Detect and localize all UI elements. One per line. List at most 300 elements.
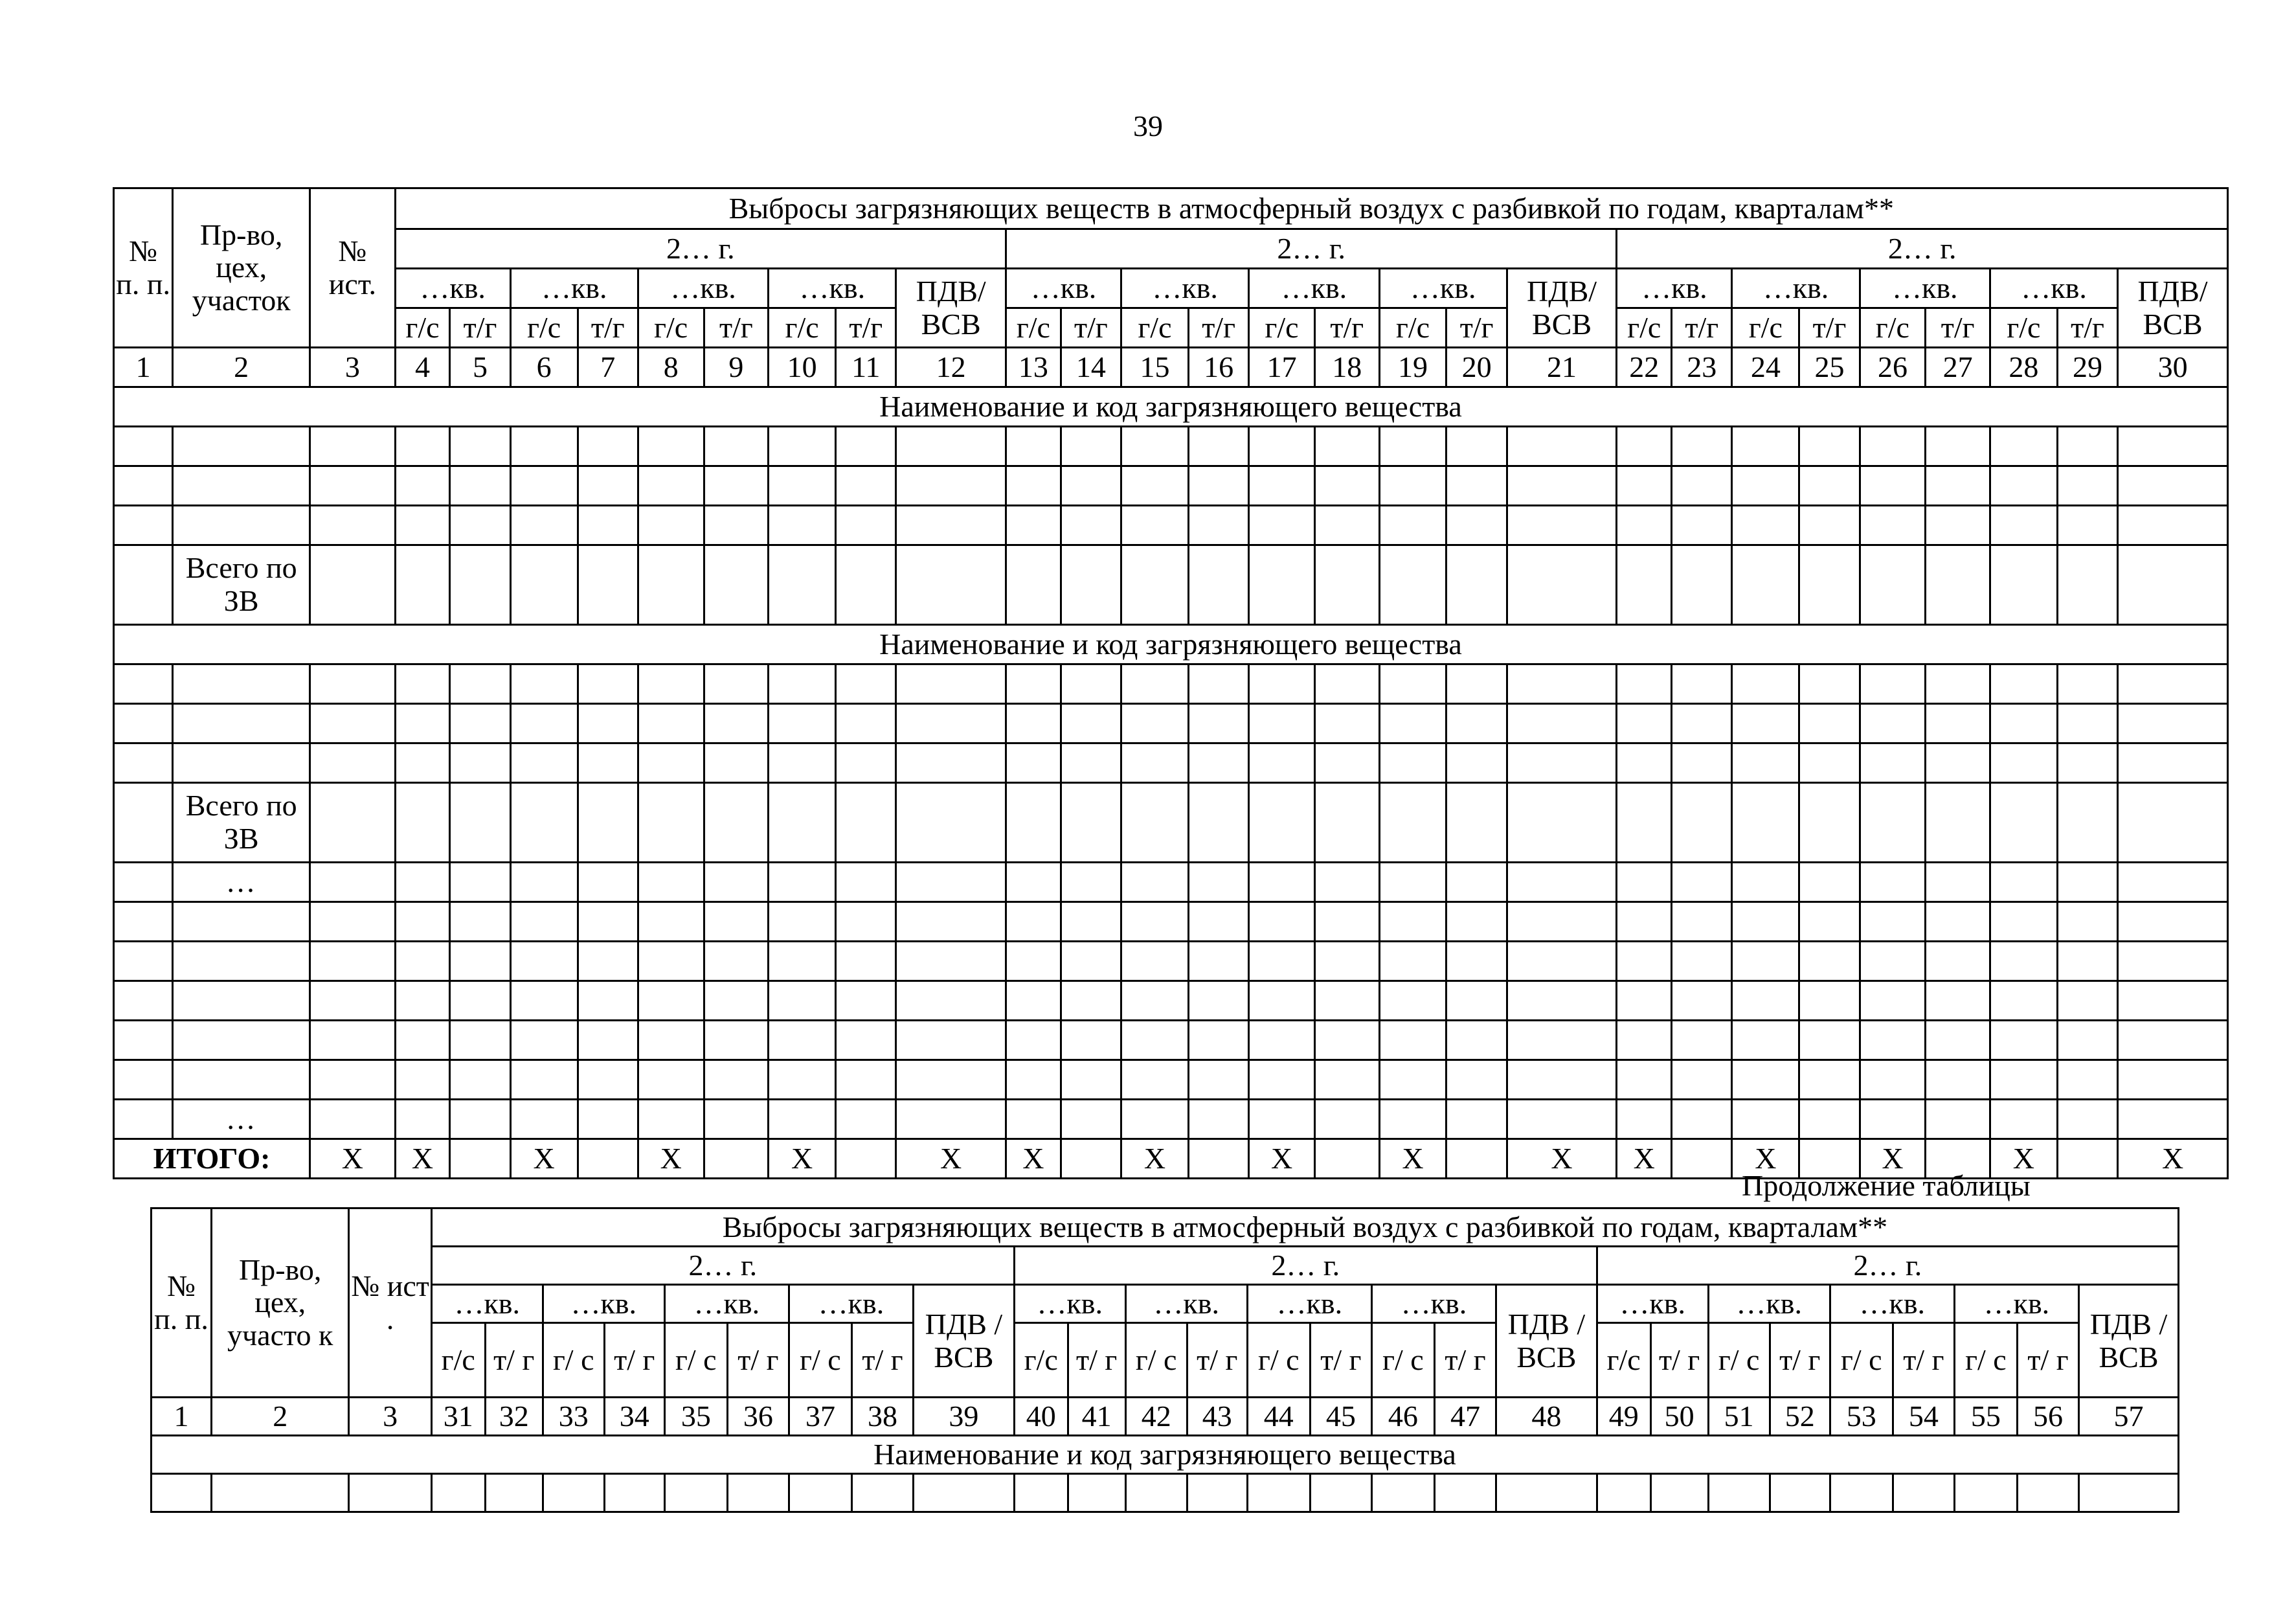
- table-cell: [1617, 427, 1672, 466]
- table-cell: [769, 783, 836, 863]
- column-number: 15: [1121, 348, 1189, 387]
- table-cell: [789, 1474, 851, 1512]
- table-cell: [578, 704, 638, 743]
- table-cell: [836, 783, 896, 863]
- table-cell: [310, 466, 395, 506]
- table-cell: [173, 902, 310, 942]
- table-cell: [114, 704, 173, 743]
- table-cell: [1926, 664, 1990, 704]
- table-cell: [310, 942, 395, 981]
- table-cell: [1799, 942, 1860, 981]
- column-number: 44: [1247, 1398, 1310, 1436]
- column-number: 10: [769, 348, 836, 387]
- table-cell: [2118, 427, 2228, 466]
- table-cell: [510, 427, 578, 466]
- table-cell: [1006, 902, 1061, 942]
- column-number: 2: [212, 1398, 349, 1436]
- table-cell: [1507, 783, 1617, 863]
- table-cell: [1061, 427, 1121, 466]
- column-number: 1: [114, 348, 173, 387]
- table-cell: [2118, 1021, 2228, 1060]
- table-cell: [578, 1021, 638, 1060]
- table-cell: [1446, 545, 1507, 625]
- substance-total-row: [114, 783, 2228, 863]
- table-cell: [1446, 942, 1507, 981]
- column-number: 52: [1770, 1398, 1830, 1436]
- table-cell: [638, 783, 704, 863]
- header-unit-gs: г/с: [1860, 308, 1926, 348]
- table-cell: [1990, 902, 2057, 942]
- table-cell: [1507, 506, 1617, 545]
- table-cell: [896, 506, 1006, 545]
- table-cell: [1187, 1474, 1247, 1512]
- table-cell: [1990, 981, 2057, 1021]
- table-cell: [896, 545, 1006, 625]
- table-cell: [510, 743, 578, 783]
- table-cell: [310, 427, 395, 466]
- table-cell: [2057, 466, 2117, 506]
- table-cell: [395, 1021, 450, 1060]
- x-mark: Х: [638, 1139, 704, 1179]
- table-cell: [1799, 427, 1860, 466]
- table-cell: [1006, 863, 1061, 902]
- column-number: 54: [1893, 1398, 1954, 1436]
- table-cell: [114, 1060, 173, 1100]
- table-cell: [485, 1474, 543, 1512]
- column-number: 9: [704, 348, 769, 387]
- table-cell: [2057, 1060, 2117, 1100]
- table-cell: [1990, 545, 2057, 625]
- column-number: 17: [1249, 348, 1315, 387]
- table-cell: [1188, 981, 1248, 1021]
- table-cell: [638, 545, 704, 625]
- table-cell: [704, 783, 769, 863]
- table-cell: [1617, 1060, 1672, 1100]
- table-cell: [578, 545, 638, 625]
- table-cell: [1893, 1474, 1954, 1512]
- table-cell: [1672, 506, 1732, 545]
- table-cell: [896, 743, 1006, 783]
- table-cell: [1068, 1474, 1125, 1512]
- table-cell: [769, 466, 836, 506]
- table-cell: [1188, 466, 1248, 506]
- table-cell: [1860, 1021, 1926, 1060]
- column-number: 27: [1926, 348, 1990, 387]
- header-unit-gs: г/с: [769, 308, 836, 348]
- header-quarter: …кв.: [510, 269, 638, 308]
- table-cell: [173, 1060, 310, 1100]
- table-cell: [1732, 902, 1799, 942]
- table-cell: [1121, 1100, 1189, 1139]
- table-cell: [896, 863, 1006, 902]
- table-cell: [2057, 704, 2117, 743]
- header-quarter: …кв.: [1014, 1285, 1125, 1323]
- table-cell: [836, 704, 896, 743]
- table-cell: [1121, 664, 1189, 704]
- table-cell: [1249, 1100, 1315, 1139]
- table-cell: [769, 545, 836, 625]
- header-unit-tg: т/ г: [1068, 1323, 1125, 1398]
- table-cell: [1672, 942, 1732, 981]
- table-cell: [510, 1100, 578, 1139]
- table-cell: [1006, 743, 1061, 783]
- table-cell: [1061, 1100, 1121, 1139]
- table-cell: [1672, 664, 1732, 704]
- x-mark: Х: [896, 1139, 1006, 1179]
- table-cell: [2118, 545, 2228, 625]
- table-cell: [638, 466, 704, 506]
- table-cell: [1061, 743, 1121, 783]
- table-cell: [638, 981, 704, 1021]
- table-cell: [1006, 704, 1061, 743]
- table-cell: [510, 783, 578, 863]
- column-number: 7: [578, 348, 638, 387]
- table-cell: [1249, 743, 1315, 783]
- table-cell: [1249, 664, 1315, 704]
- table-cell: [914, 1474, 1015, 1512]
- table-cell: [1990, 1021, 2057, 1060]
- substance-row: [152, 1436, 2179, 1474]
- header-quarter: …кв.: [1121, 269, 1249, 308]
- header-unit-gs: г/с: [638, 308, 704, 348]
- header-num: № п. п.: [152, 1208, 212, 1398]
- table-cell: [638, 427, 704, 466]
- page-number: 39: [1133, 109, 1163, 142]
- table-cell: [1379, 1100, 1446, 1139]
- table-cell: [114, 902, 173, 942]
- table-cell: [1672, 545, 1732, 625]
- column-number: 39: [914, 1398, 1015, 1436]
- table-cell: [310, 704, 395, 743]
- table-cell: [638, 942, 704, 981]
- table-cell: [543, 1474, 604, 1512]
- column-number: 42: [1125, 1398, 1187, 1436]
- table-cell: [1314, 427, 1379, 466]
- table-cell: [450, 783, 510, 863]
- header-unit-tg: т/г: [450, 308, 510, 348]
- table-cell: [1249, 506, 1315, 545]
- table-cell: [1799, 783, 1860, 863]
- header-unit-gs: г/с: [1249, 308, 1315, 348]
- column-number: 36: [727, 1398, 789, 1436]
- ellipsis-cell: …: [173, 863, 310, 902]
- table-cell: [578, 427, 638, 466]
- table-cell: [704, 1060, 769, 1100]
- header-pdv: ПДВ / ВСВ: [1496, 1285, 1597, 1398]
- table-cell: [1860, 743, 1926, 783]
- table-cell: [1379, 1060, 1446, 1100]
- table-cell: [1249, 1021, 1315, 1060]
- table-cell: [1732, 506, 1799, 545]
- table-cell: [1006, 664, 1061, 704]
- table-cell: [1249, 942, 1315, 981]
- table-cell: [1379, 743, 1446, 783]
- header-unit-tg: т/г: [2057, 308, 2117, 348]
- column-number: 46: [1371, 1398, 1434, 1436]
- table-row: [114, 1060, 2228, 1100]
- table-cell: [114, 664, 173, 704]
- table-cell: [1507, 743, 1617, 783]
- substance-label: Наименование и код загрязняющего вещества: [152, 1436, 2179, 1474]
- table-cell: [1188, 783, 1248, 863]
- table-cell: [769, 664, 836, 704]
- column-number: 3: [310, 348, 395, 387]
- header-quarter: …кв.: [1125, 1285, 1247, 1323]
- header-row-units: [152, 1323, 2179, 1398]
- table-cell: [1249, 783, 1315, 863]
- table-cell: [638, 704, 704, 743]
- table-cell: [1446, 981, 1507, 1021]
- header-unit-tg: т/ г: [2017, 1323, 2078, 1398]
- table-cell: [395, 783, 450, 863]
- header-unit-tg: т/г: [836, 308, 896, 348]
- table-cell: [638, 1060, 704, 1100]
- table-cell: [1061, 466, 1121, 506]
- table-cell: [578, 1060, 638, 1100]
- substance-total-label: Всего по ЗВ: [173, 545, 310, 625]
- table-cell: [395, 427, 450, 466]
- x-mark: Х: [310, 1139, 395, 1179]
- table-cell: [1732, 942, 1799, 981]
- header-quarter: …кв.: [769, 269, 896, 308]
- table-cell: [1617, 783, 1672, 863]
- table-cell: [769, 863, 836, 902]
- table-cell: [2118, 506, 2228, 545]
- header-unit-gs: г/с: [1617, 308, 1672, 348]
- table-cell: [1188, 1060, 1248, 1100]
- table-cell: [510, 664, 578, 704]
- table-cell: [2118, 783, 2228, 863]
- header-unit-gs: г/ с: [1708, 1323, 1770, 1398]
- x-mark: Х: [1249, 1139, 1315, 1179]
- header-quarter: …кв.: [1830, 1285, 1954, 1323]
- column-number: 40: [1014, 1398, 1068, 1436]
- substance-label: Наименование и код загрязняющего вещества: [114, 625, 2228, 664]
- x-mark: Х: [395, 1139, 450, 1179]
- table-cell: [704, 427, 769, 466]
- table-cell: [1926, 1060, 1990, 1100]
- table-cell: [1708, 1474, 1770, 1512]
- table-row: [114, 704, 2228, 743]
- column-number: 21: [1507, 348, 1617, 387]
- header-unit-tg: т/ г: [1770, 1323, 1830, 1398]
- table-cell: [1188, 902, 1248, 942]
- table-cell: [173, 1021, 310, 1060]
- table-cell: [450, 981, 510, 1021]
- table-cell: [1314, 1060, 1379, 1100]
- table-cell: [173, 427, 310, 466]
- column-number: 20: [1446, 348, 1507, 387]
- header-unit-tg: т/ г: [1310, 1323, 1371, 1398]
- table-cell: [450, 863, 510, 902]
- table-cell: [1006, 783, 1061, 863]
- table-cell: [1799, 863, 1860, 902]
- table-cell: [1121, 981, 1189, 1021]
- column-number: 37: [789, 1398, 851, 1436]
- header-unit-tg: т/г: [1926, 308, 1990, 348]
- header-quarter: …кв.: [1954, 1285, 2078, 1323]
- table-cell: [1310, 1474, 1371, 1512]
- header-quarter: …кв.: [1247, 1285, 1371, 1323]
- table-cell: [578, 942, 638, 981]
- table-cell: [1446, 1100, 1507, 1139]
- table-cell: [1379, 1021, 1446, 1060]
- table-cell: [578, 783, 638, 863]
- table-cell: [769, 1060, 836, 1100]
- table-cell: [2057, 427, 2117, 466]
- table-cell: [1799, 902, 1860, 942]
- table-row: [114, 427, 2228, 466]
- table-cell: [704, 942, 769, 981]
- header-row-years: [152, 1247, 2179, 1285]
- table-cell: [1732, 704, 1799, 743]
- header-unit-tg: т/ г: [727, 1323, 789, 1398]
- x-mark: Х: [1860, 1139, 1926, 1179]
- table-cell: [1732, 1100, 1799, 1139]
- table-cell: [450, 427, 510, 466]
- table-cell: [1446, 1139, 1507, 1179]
- table-cell: [2057, 783, 2117, 863]
- table-cell: [1249, 545, 1315, 625]
- header-unit-tg: т/г: [704, 308, 769, 348]
- table-cell: [1061, 902, 1121, 942]
- header-unit-tg: т/ г: [1650, 1323, 1708, 1398]
- table-cell: [450, 1021, 510, 1060]
- table-cell: [1061, 783, 1121, 863]
- table-cell: [1379, 664, 1446, 704]
- table-cell: [1507, 981, 1617, 1021]
- table-cell: [510, 1021, 578, 1060]
- table-cell: [1926, 902, 1990, 942]
- table-cell: [2057, 506, 2117, 545]
- table-cell: [1954, 1474, 2017, 1512]
- column-number: 2: [173, 348, 310, 387]
- table-cell: [896, 1100, 1006, 1139]
- column-number: 11: [836, 348, 896, 387]
- table-row: [114, 981, 2228, 1021]
- table-cell: [1121, 466, 1189, 506]
- header-unit-tg: т/ г: [851, 1323, 913, 1398]
- table-cell: [1860, 1060, 1926, 1100]
- table-cell: [1061, 1021, 1121, 1060]
- table-cell: [1672, 902, 1732, 942]
- table-cell: [836, 664, 896, 704]
- column-number: 23: [1672, 348, 1732, 387]
- header-quarter: …кв.: [1379, 269, 1507, 308]
- table-cell: [510, 1060, 578, 1100]
- table-cell: [1617, 466, 1672, 506]
- column-number: 4: [395, 348, 450, 387]
- column-number: 14: [1061, 348, 1121, 387]
- header-quarter: …кв.: [431, 1285, 543, 1323]
- header-unit-tg: т/ г: [1187, 1323, 1247, 1398]
- table-cell: [1860, 783, 1926, 863]
- table-cell: [1188, 942, 1248, 981]
- table-cell: [1121, 704, 1189, 743]
- table-cell: [114, 981, 173, 1021]
- table-cell: [1650, 1474, 1708, 1512]
- header-row-quarters: [114, 269, 2228, 308]
- table-cell: [1314, 902, 1379, 942]
- table-cell: [2057, 664, 2117, 704]
- table-cell: [896, 466, 1006, 506]
- table-cell: [638, 743, 704, 783]
- header-pdv: ПДВ / ВСВ: [2078, 1285, 2178, 1398]
- table-cell: [836, 506, 896, 545]
- table-cell: [1061, 981, 1121, 1021]
- table-cell: [1617, 942, 1672, 981]
- substance-row: [114, 625, 2228, 664]
- table-cell: [2118, 664, 2228, 704]
- header-quarter: …кв.: [1006, 269, 1121, 308]
- table-cell: [1249, 981, 1315, 1021]
- header-unit-gs: г/с: [1990, 308, 2057, 348]
- table-cell: [1860, 506, 1926, 545]
- header-pdv: ПДВ/ ВСВ: [2118, 269, 2228, 348]
- column-number: 51: [1708, 1398, 1770, 1436]
- table-cell: [704, 743, 769, 783]
- table-cell: [1121, 545, 1189, 625]
- table-cell: [395, 704, 450, 743]
- ellipsis-row: [114, 1100, 2228, 1139]
- substance-row: [114, 387, 2228, 427]
- table-cell: [395, 1100, 450, 1139]
- header-unit-tg: т/г: [1446, 308, 1507, 348]
- table-cell: [1830, 1474, 1893, 1512]
- table-cell: [896, 427, 1006, 466]
- table-cell: [1121, 743, 1189, 783]
- column-number: 47: [1434, 1398, 1496, 1436]
- table-cell: [510, 466, 578, 506]
- table-cell: [114, 545, 173, 625]
- table-cell: [1014, 1474, 1068, 1512]
- x-mark: Х: [1732, 1139, 1799, 1179]
- table-cell: [578, 902, 638, 942]
- table-cell: [578, 1139, 638, 1179]
- table-cell: [152, 1474, 212, 1512]
- table-cell: [1446, 863, 1507, 902]
- table-cell: [212, 1474, 349, 1512]
- table-cell: [1249, 704, 1315, 743]
- table-cell: [1507, 1021, 1617, 1060]
- table-cell: [1446, 1021, 1507, 1060]
- header-unit-tg: т/ г: [604, 1323, 664, 1398]
- table-cell: [1860, 942, 1926, 981]
- column-number: 26: [1860, 348, 1926, 387]
- table-cell: [1314, 942, 1379, 981]
- x-mark: Х: [1379, 1139, 1446, 1179]
- x-mark: Х: [1121, 1139, 1189, 1179]
- table-cell: [395, 506, 450, 545]
- table-cell: [114, 427, 173, 466]
- table-cell: [704, 704, 769, 743]
- table-cell: [1006, 466, 1061, 506]
- table-cell: [310, 1060, 395, 1100]
- table-cell: [769, 506, 836, 545]
- table-cell: [1247, 1474, 1310, 1512]
- substance-total-label: Всего по ЗВ: [173, 783, 310, 863]
- table-cell: [1672, 863, 1732, 902]
- table-cell: [1061, 942, 1121, 981]
- table-cell: [1926, 466, 1990, 506]
- table-cell: [1672, 1100, 1732, 1139]
- table-cell: [1314, 783, 1379, 863]
- table-cell: [1990, 466, 2057, 506]
- table-cell: [1507, 704, 1617, 743]
- header-unit-gs: г/ с: [789, 1323, 851, 1398]
- table-cell: [114, 863, 173, 902]
- header-unit-gs: г/ с: [1371, 1323, 1434, 1398]
